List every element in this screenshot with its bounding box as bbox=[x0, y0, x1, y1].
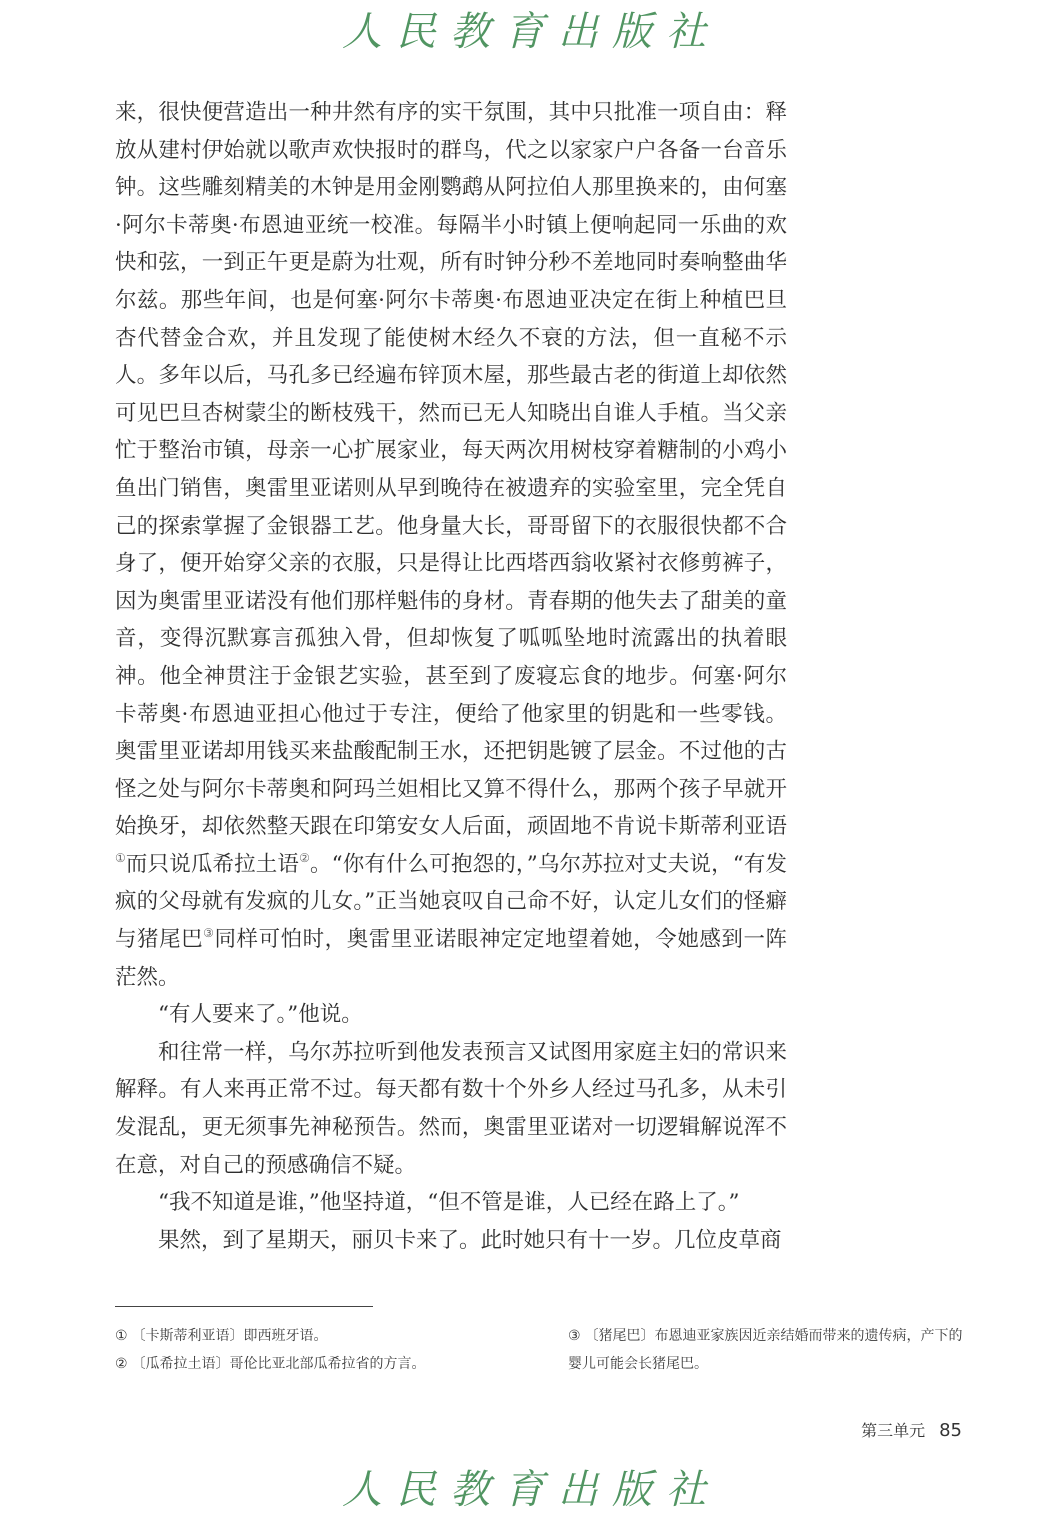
paragraph-1-part-4: 同样可怕时，奥雷里亚诺眼神定定地望着她，令她感到一阵茫然。 bbox=[115, 927, 787, 990]
footnote-marker-2[interactable]: ② bbox=[299, 850, 310, 865]
publisher-watermark-top: 人民教育出版社 bbox=[342, 9, 720, 55]
footnote-3 bbox=[568, 1322, 968, 1378]
paragraph-1 bbox=[115, 94, 787, 996]
paragraph-3: 和往常一样，乌尔苏拉听到他发表预言又试图用家庭主妇的常识来解释。有人来再正常不过。每天都有数十个外乡人经过马孔多，从未引发混乱，更无须事先神秘预告。然而，奥雷里亚诺对一切逻辑解说浑不在意，对自己的预感确信不疑。 bbox=[115, 1039, 787, 1178]
page-footer bbox=[861, 1418, 962, 1441]
footnote-marker-1[interactable]: ① bbox=[115, 850, 126, 865]
footnote-3-number: ③ bbox=[568, 1328, 581, 1344]
page-number: 85 bbox=[939, 1420, 962, 1441]
footnote-marker-3[interactable]: ③ bbox=[203, 926, 215, 941]
footnote-1-text: 〔卡斯蒂利亚语〕即西班牙语。 bbox=[131, 1328, 328, 1344]
footnote-1-number: ① bbox=[115, 1328, 128, 1344]
paragraph-1-part-2: 而只说瓜希拉土语 bbox=[125, 851, 300, 877]
footnote-3-text: 〔猪尾巴〕布恩迪亚家族因近亲结婚而带来的遗传病，产下的婴儿可能会长猪尾巴。 bbox=[568, 1328, 963, 1372]
paragraph-1-part-3: 。“你有什么可抱怨的，”乌尔苏拉对丈夫说，“有发疯的父母就有发疯的儿女。”正当她哀叹自己命不好，认定儿女们的怪癖与猪尾巴 bbox=[115, 851, 787, 953]
paragraph-5: 果然，到了星期天，丽贝卡来了。此时她只有十一岁。几位皮草商 bbox=[158, 1227, 782, 1253]
unit-label: 第三单元 bbox=[861, 1421, 926, 1440]
paragraph-2: “有人要来了。”他说。 bbox=[158, 1002, 363, 1028]
footnote-2 bbox=[115, 1350, 545, 1378]
footnote-1 bbox=[115, 1322, 545, 1350]
paragraph-4: “我不知道是谁，”他坚持道，“但不管是谁，人已经在路上了。” bbox=[158, 1190, 740, 1216]
main-text bbox=[115, 94, 787, 1259]
paragraph-1-part-1: 来，很快便营造出一种井然有序的实干氛围，其中只批准一项自由：释放从建村伊始就以歌声欢快报时的群鸟，代之以家家户户各备一台音乐钟。这些雕刻精美的木钟是用金刚鹦鹉从阿拉伯人那里换来的，由何塞·阿尔卡蒂奥·布恩迪亚统一校准。每隔半小时镇上便响起同一乐曲的欢快和弦，一到正午更是蔚为壮观，所有时钟分秒不差地同时奏响整曲华尔兹。那些年间，也是何塞·阿尔卡蒂奥·布恩迪亚决定在街上种植巴旦杏代替金合欢，并且发现了能使树木经久不衰的方法，但一直秘不示人。多年以后，马孔多已经遍布锌顶木屋，那些最古老的街道上却依然可见巴旦杏树蒙尘的断枝残干，然而已无人知晓出自谁人手植。当父亲忙于整治市镇，母亲一心扩展家业，每天两次用树枝穿着糖制的小鸡小鱼出门销售，奥雷里亚诺则从早到晚待在被遗弃的实验室里，完全凭自己的探索掌握了金银器工艺。他身量大长，哥哥留下的衣服很快都不合身了，便开始穿父亲的衣服，只是得让比西塔西翁收紧衬衣修剪裤子，因为奥雷里亚诺没有他们那样魁伟的身材。青春期的他失去了甜美的童音，变得沉默寡言孤独入骨，但却恢复了呱呱坠地时流露出的执着眼神。他全神贯注于金银艺实验，甚至到了废寝忘食的地步。何塞·阿尔卡蒂奥·布恩迪亚担心他过于专注，便给了他家里的钥匙和一些零钱。奥雷里亚诺却用钱买来盐酸配制王水，还把钥匙镀了层金。不过他的古怪之处与阿尔卡蒂奥和阿玛兰妲相比又算不得什么，那两个孩子早就开始换牙，却依然整天跟在印第安女人后面，顽固地不肯说卡斯蒂利亚语 bbox=[115, 100, 787, 840]
footnote-divider bbox=[115, 1306, 373, 1307]
footnote-2-text: 〔瓜希拉土语〕哥伦比亚北部瓜希拉省的方言。 bbox=[131, 1356, 426, 1372]
footnote-2-number: ② bbox=[115, 1356, 128, 1372]
publisher-watermark-bottom: 人民教育出版社 bbox=[342, 1467, 720, 1513]
